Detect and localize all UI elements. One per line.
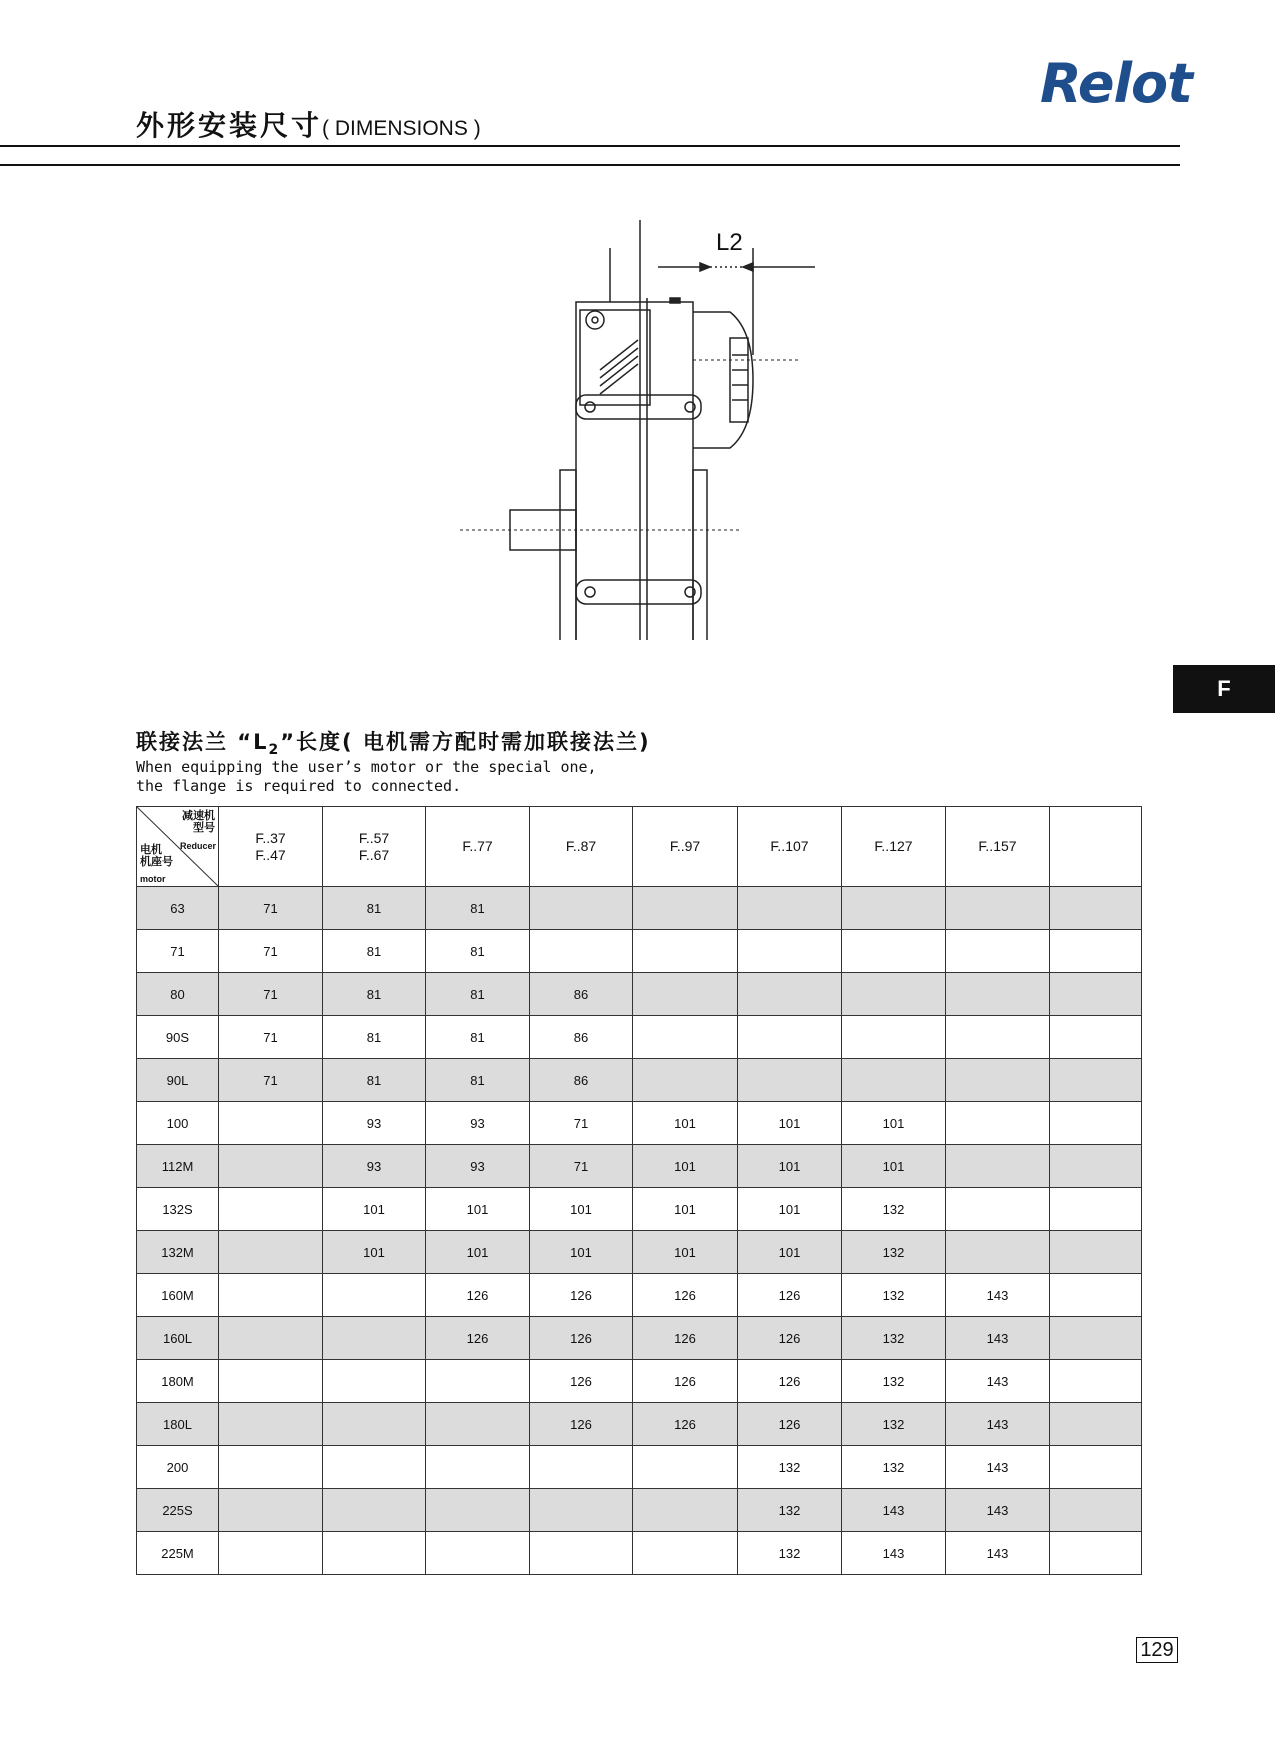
l2-value-cell: 93 — [323, 1145, 426, 1188]
l2-value-cell: 132 — [738, 1446, 842, 1489]
l2-value-cell: 132 — [842, 1360, 946, 1403]
motor-frame-cell: 132M — [137, 1231, 219, 1274]
section-description-line2: the flange is required to connected. — [136, 777, 462, 795]
l2-value-cell — [219, 1231, 323, 1274]
l2-value-cell — [1050, 1188, 1142, 1231]
column-header — [633, 807, 738, 887]
l2-value-cell: 126 — [530, 1317, 633, 1360]
l2-value-cell — [946, 887, 1050, 930]
l2-value-cell: 101 — [842, 1102, 946, 1145]
table-row — [137, 1231, 1142, 1274]
column-header — [1050, 807, 1142, 887]
l2-value-cell — [633, 930, 738, 973]
header-rule-bottom — [0, 164, 1180, 166]
column-header — [530, 807, 633, 887]
l2-value-cell — [426, 1360, 530, 1403]
page-number: 129 — [1136, 1637, 1178, 1663]
section-tab-f — [1173, 665, 1275, 713]
l2-value-cell: 81 — [426, 930, 530, 973]
l2-value-cell — [842, 973, 946, 1016]
l2-value-cell — [842, 930, 946, 973]
l2-value-cell — [842, 887, 946, 930]
l2-value-cell — [738, 1016, 842, 1059]
l2-value-cell — [633, 1532, 738, 1575]
l2-value-cell: 126 — [426, 1317, 530, 1360]
l2-value-cell — [633, 1016, 738, 1059]
l2-value-cell — [219, 1489, 323, 1532]
l2-value-cell — [738, 1059, 842, 1102]
motor-frame-cell: 63 — [137, 887, 219, 930]
l2-value-cell: 126 — [633, 1360, 738, 1403]
table-row — [137, 1360, 1142, 1403]
column-header — [842, 807, 946, 887]
l2-value-cell: 81 — [426, 887, 530, 930]
l2-value-cell: 132 — [842, 1188, 946, 1231]
l2-value-cell: 101 — [633, 1145, 738, 1188]
page-title-cn: 外形安装尺寸 — [136, 109, 323, 142]
l2-value-cell: 71 — [530, 1102, 633, 1145]
corner-reducer-cn: 减速机 型号 — [182, 810, 215, 834]
l2-value-cell: 101 — [426, 1231, 530, 1274]
section-title-sub: 2 — [268, 742, 281, 759]
l2-value-cell — [219, 1360, 323, 1403]
l2-value-cell: 81 — [426, 1059, 530, 1102]
corner-reducer-en: Reducer — [179, 841, 216, 851]
l2-value-cell: 71 — [219, 887, 323, 930]
l2-value-cell — [633, 887, 738, 930]
l2-value-cell: 126 — [633, 1274, 738, 1317]
l2-value-cell: 132 — [842, 1231, 946, 1274]
l2-value-cell — [1050, 930, 1142, 973]
section-description — [136, 758, 597, 796]
l2-value-cell: 101 — [530, 1188, 633, 1231]
motor-frame-cell: 160M — [137, 1274, 219, 1317]
l2-value-cell — [946, 1231, 1050, 1274]
l2-value-cell: 86 — [530, 973, 633, 1016]
column-header — [323, 807, 426, 887]
l2-value-cell: 126 — [738, 1403, 842, 1446]
l2-value-cell: 126 — [633, 1403, 738, 1446]
l2-value-cell: 101 — [633, 1188, 738, 1231]
l2-value-cell — [1050, 1274, 1142, 1317]
l2-value-cell — [219, 1403, 323, 1446]
l2-value-cell: 126 — [530, 1403, 633, 1446]
l2-value-cell — [323, 1532, 426, 1575]
page-title-en: ( DIMENSIONS ) — [322, 117, 481, 140]
dimension-label-l2: L2 — [716, 229, 743, 256]
column-header-line1: F..57 — [358, 829, 390, 846]
l2-value-cell: 86 — [530, 1016, 633, 1059]
column-header-line2: F..67 — [358, 846, 390, 863]
l2-value-cell: 71 — [219, 973, 323, 1016]
l2-value-cell: 81 — [323, 887, 426, 930]
l2-value-cell — [738, 930, 842, 973]
l2-value-cell: 143 — [946, 1489, 1050, 1532]
motor-frame-cell: 200 — [137, 1446, 219, 1489]
l2-value-cell: 101 — [323, 1188, 426, 1231]
motor-frame-cell: 160L — [137, 1317, 219, 1360]
section-title-b: ”长度( 电机需方配时需加联接法兰) — [280, 730, 651, 754]
motor-frame-cell: 225S — [137, 1489, 219, 1532]
column-header-line1: F..87 — [565, 838, 597, 854]
l2-value-cell — [633, 1489, 738, 1532]
l2-value-cell — [946, 1102, 1050, 1145]
corner-motor-cn: 电机 机座号 — [140, 844, 173, 868]
l2-value-cell — [946, 1188, 1050, 1231]
column-header-line2: F..47 — [255, 846, 286, 863]
table-row — [137, 1403, 1142, 1446]
motor-frame-cell: 112M — [137, 1145, 219, 1188]
l2-value-cell: 143 — [946, 1274, 1050, 1317]
l2-value-cell — [323, 1403, 426, 1446]
motor-frame-cell: 180L — [137, 1403, 219, 1446]
l2-value-cell: 132 — [842, 1317, 946, 1360]
l2-value-cell — [219, 1317, 323, 1360]
l2-value-cell — [946, 1059, 1050, 1102]
column-header — [946, 807, 1050, 887]
l2-value-cell — [530, 1446, 633, 1489]
motor-frame-cell: 90L — [137, 1059, 219, 1102]
l2-value-cell — [633, 1059, 738, 1102]
l2-value-cell: 101 — [633, 1102, 738, 1145]
column-header-line1: F..157 — [978, 838, 1017, 854]
brand-text: Relot — [1040, 52, 1192, 115]
l2-value-cell — [323, 1274, 426, 1317]
l2-value-cell: 86 — [530, 1059, 633, 1102]
l2-value-cell — [426, 1489, 530, 1532]
table-row — [137, 1059, 1142, 1102]
motor-frame-cell: 90S — [137, 1016, 219, 1059]
l2-value-cell: 132 — [842, 1274, 946, 1317]
l2-value-cell: 132 — [842, 1403, 946, 1446]
l2-value-cell: 101 — [323, 1231, 426, 1274]
l2-value-cell — [219, 1446, 323, 1489]
l2-value-cell — [1050, 973, 1142, 1016]
l2-value-cell: 81 — [323, 1059, 426, 1102]
l2-value-cell: 101 — [842, 1145, 946, 1188]
column-header-line1: F..107 — [770, 838, 809, 854]
l2-value-cell — [323, 1446, 426, 1489]
l2-value-cell — [1050, 1446, 1142, 1489]
l2-value-cell: 143 — [946, 1532, 1050, 1575]
table-row — [137, 1102, 1142, 1145]
column-header — [738, 807, 842, 887]
l2-value-cell — [219, 1274, 323, 1317]
l2-value-cell — [323, 1360, 426, 1403]
l2-value-cell — [1050, 1016, 1142, 1059]
l2-value-cell — [1050, 887, 1142, 930]
l2-value-cell — [426, 1532, 530, 1575]
motor-frame-cell: 132S — [137, 1188, 219, 1231]
l2-value-cell: 101 — [530, 1231, 633, 1274]
l2-value-cell — [946, 930, 1050, 973]
l2-value-cell: 71 — [530, 1145, 633, 1188]
l2-value-cell: 101 — [738, 1145, 842, 1188]
l2-value-cell: 71 — [219, 1016, 323, 1059]
l2-value-cell — [1050, 1102, 1142, 1145]
l2-value-cell — [530, 887, 633, 930]
l2-value-cell: 101 — [633, 1231, 738, 1274]
section-description-line1: When equipping the user’s motor or the special one, — [136, 758, 597, 776]
column-header — [219, 807, 323, 887]
l2-value-cell: 143 — [946, 1317, 1050, 1360]
l2-value-cell: 93 — [426, 1102, 530, 1145]
l2-value-cell: 126 — [426, 1274, 530, 1317]
l2-value-cell: 101 — [426, 1188, 530, 1231]
l2-value-cell — [1050, 1403, 1142, 1446]
l2-value-cell: 71 — [219, 1059, 323, 1102]
l2-value-cell: 81 — [323, 930, 426, 973]
l2-value-cell: 126 — [738, 1317, 842, 1360]
l2-value-cell: 93 — [323, 1102, 426, 1145]
table-row — [137, 887, 1142, 930]
table-row — [137, 1532, 1142, 1575]
motor-frame-cell: 100 — [137, 1102, 219, 1145]
page-title — [136, 104, 481, 144]
table-row — [137, 973, 1142, 1016]
table-row — [137, 1188, 1142, 1231]
l2-value-cell — [1050, 1059, 1142, 1102]
table-row — [137, 930, 1142, 973]
l2-value-cell: 93 — [426, 1145, 530, 1188]
l2-value-cell — [219, 1532, 323, 1575]
l2-value-cell: 143 — [946, 1403, 1050, 1446]
l2-value-cell — [633, 1446, 738, 1489]
table-header-row — [137, 807, 1142, 887]
l2-value-cell — [842, 1016, 946, 1059]
l2-value-cell — [1050, 1489, 1142, 1532]
l2-value-cell: 132 — [842, 1446, 946, 1489]
l2-value-cell — [633, 973, 738, 1016]
table-row — [137, 1317, 1142, 1360]
l2-value-cell — [946, 973, 1050, 1016]
table-row — [137, 1016, 1142, 1059]
table-row — [137, 1489, 1142, 1532]
l2-value-cell: 81 — [426, 973, 530, 1016]
l2-value-cell — [323, 1317, 426, 1360]
l2-value-cell — [530, 1532, 633, 1575]
l2-value-cell: 132 — [738, 1489, 842, 1532]
section-title-a: 联接法兰 “L — [136, 730, 269, 754]
l2-value-cell: 143 — [946, 1360, 1050, 1403]
motor-frame-cell: 225M — [137, 1532, 219, 1575]
section-tab-label: F — [1217, 676, 1231, 701]
l2-value-cell — [738, 973, 842, 1016]
l2-value-cell — [426, 1446, 530, 1489]
l2-value-cell: 126 — [633, 1317, 738, 1360]
column-header — [426, 807, 530, 887]
l2-value-cell: 101 — [738, 1188, 842, 1231]
l2-value-cell — [1050, 1231, 1142, 1274]
column-header-line1: F..127 — [874, 838, 913, 854]
l2-value-cell — [219, 1102, 323, 1145]
table-corner-cell — [137, 807, 219, 887]
l2-value-cell: 126 — [738, 1274, 842, 1317]
l2-value-cell — [219, 1145, 323, 1188]
l2-value-cell — [530, 1489, 633, 1532]
l2-value-cell: 101 — [738, 1231, 842, 1274]
l2-value-cell: 126 — [530, 1360, 633, 1403]
l2-value-cell — [1050, 1360, 1142, 1403]
l2-value-cell: 143 — [842, 1532, 946, 1575]
motor-frame-cell: 180M — [137, 1360, 219, 1403]
l2-value-cell: 132 — [738, 1532, 842, 1575]
table-row — [137, 1274, 1142, 1317]
motor-frame-cell: 71 — [137, 930, 219, 973]
l2-value-cell: 81 — [426, 1016, 530, 1059]
motor-frame-cell: 80 — [137, 973, 219, 1016]
l2-value-cell: 81 — [323, 973, 426, 1016]
l2-value-cell — [530, 930, 633, 973]
column-header-line1: F..37 — [255, 829, 286, 846]
table-row — [137, 1145, 1142, 1188]
corner-motor-en: motor — [140, 874, 166, 884]
l2-value-cell — [219, 1188, 323, 1231]
l2-value-cell — [426, 1403, 530, 1446]
section-title — [136, 726, 651, 758]
l2-value-cell: 101 — [738, 1102, 842, 1145]
gear-reducer-drawing — [440, 220, 840, 640]
l2-value-cell: 126 — [530, 1274, 633, 1317]
l2-value-cell: 143 — [946, 1446, 1050, 1489]
flange-length-table — [136, 806, 1142, 1575]
l2-value-cell — [1050, 1145, 1142, 1188]
brand-logo — [1040, 52, 1192, 115]
l2-value-cell — [946, 1016, 1050, 1059]
table-row — [137, 1446, 1142, 1489]
l2-value-cell: 81 — [323, 1016, 426, 1059]
l2-value-cell: 126 — [738, 1360, 842, 1403]
column-header-line1: F..97 — [669, 838, 701, 854]
column-header-line1: F..77 — [462, 838, 493, 854]
l2-value-cell: 143 — [842, 1489, 946, 1532]
l2-value-cell: 71 — [219, 930, 323, 973]
l2-value-cell — [738, 887, 842, 930]
l2-value-cell — [842, 1059, 946, 1102]
l2-value-cell — [323, 1489, 426, 1532]
l2-value-cell — [1050, 1317, 1142, 1360]
header-rule-top — [0, 145, 1180, 147]
l2-value-cell — [1050, 1532, 1142, 1575]
l2-value-cell — [946, 1145, 1050, 1188]
